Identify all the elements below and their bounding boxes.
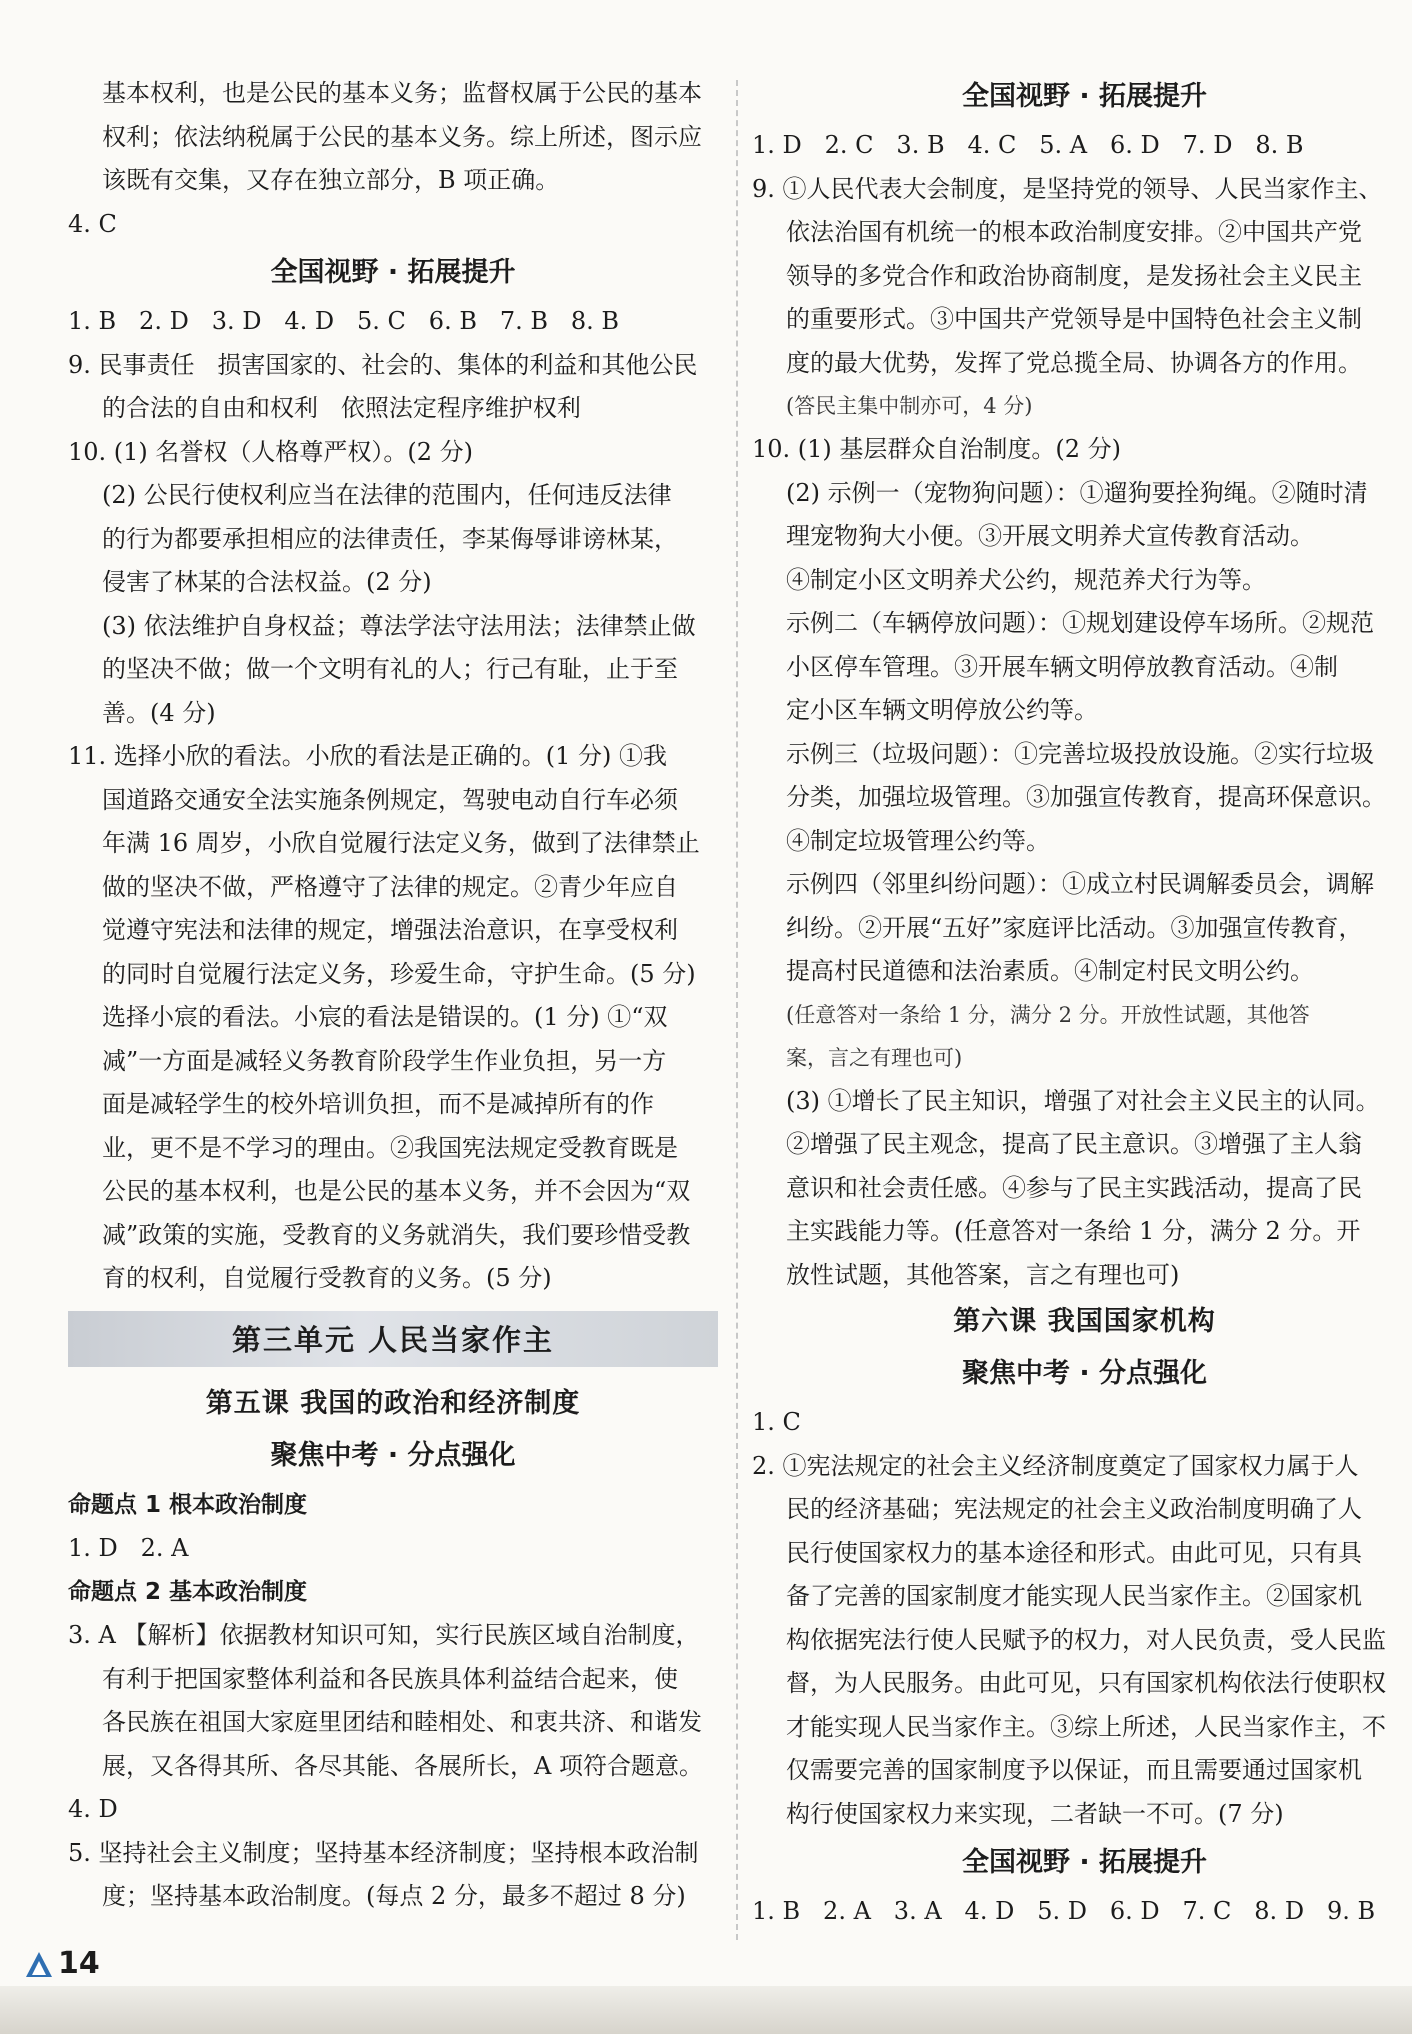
- question-line: 理宠物狗大小便。③开展文明养犬宣传教育活动。: [786, 522, 1314, 550]
- answer-line: 1. C: [752, 1408, 801, 1436]
- question-line: 9. ①人民代表大会制度，是坚持党的领导、人民当家作主、: [752, 174, 1383, 203]
- question-line: 选择小宸的看法。小宸的看法是错误的。(1 分) ①“双: [102, 1003, 668, 1031]
- question-line: 减”一方面是减轻义务教育阶段学生作业负担，另一方: [102, 1046, 667, 1075]
- question-line: 9. 民事责任 损害国家的、社会的、集体的利益和其他公民: [68, 350, 698, 379]
- unit-title: 第三单元 人民当家作主: [231, 1323, 555, 1357]
- question-line: 10. (1) 名誉权（人格尊严权）。(2 分): [68, 437, 474, 466]
- section-heading: 全国视野 · 拓展提升: [961, 1847, 1208, 1878]
- answer-row: 1. D 2. A: [68, 1533, 189, 1562]
- question-line: 提高村民道德和法治素质。④制定村民文明公约。: [786, 957, 1314, 985]
- question-line: 定小区车辆文明停放公约等。: [786, 696, 1098, 724]
- question-line: 度；坚持基本政治制度。(每点 2 分，最多不超过 8 分): [102, 1882, 686, 1910]
- question-line: 的行为都要承担相应的法律责任，李某侮辱诽谤林某，: [102, 524, 678, 553]
- lesson-title: 第五课 我国的政治和经济制度: [205, 1387, 581, 1419]
- column-divider: [736, 80, 738, 1940]
- question-line: 分类，加强垃圾管理。③加强宣传教育，提高环保意识。: [786, 783, 1386, 811]
- section-heading: 全国视野 · 拓展提升: [961, 81, 1208, 112]
- text-line: 权利；依法纳税属于公民的基本义务。综上所述，图示应: [102, 122, 702, 151]
- question-line: 示例三（垃圾问题）：①完善垃圾投放设施。②实行垃圾: [786, 739, 1374, 768]
- question-line: ④制定小区文明养犬公约，规范养犬行为等。: [786, 565, 1266, 594]
- text-line: 该既有交集，又存在独立部分，B 项正确。: [102, 166, 560, 194]
- page-footer: [0, 1946, 1412, 2034]
- question-line: 11. 选择小欣的看法。小欣的看法是正确的。(1 分) ①我: [68, 742, 668, 770]
- question-line: 3. A 【解析】依据教材知识可知，实行民族区域自治制度，: [68, 1621, 700, 1649]
- question-line: 各民族在祖国大家庭里团结和睦相处、和衷共济、和谐发: [102, 1708, 702, 1736]
- text-line: 基本权利，也是公民的基本义务；监督权属于公民的基本: [102, 79, 702, 107]
- score-note: (任意答对一条给 1 分，满分 2 分。开放性试题，其他答: [786, 1002, 1310, 1027]
- question-line: 领导的多党合作和政治协商制度，是发扬社会主义民主: [786, 261, 1362, 290]
- question-line: 公民的基本权利，也是公民的基本义务，并不会因为“双: [102, 1177, 691, 1205]
- question-line: 善。(4 分): [102, 698, 216, 727]
- question-line: 5. 坚持社会主义制度；坚持基本经济制度；坚持根本政治制: [68, 1838, 699, 1867]
- question-line: 减”政策的实施，受教育的义务就消失，我们要珍惜受教: [102, 1220, 691, 1249]
- question-line: 放性试题，其他答案，言之有理也可): [786, 1260, 1180, 1289]
- question-line: 业，更不是不学习的理由。②我国宪法规定受教育既是: [102, 1133, 678, 1162]
- bottom-stripe: [0, 1986, 1412, 2034]
- left-column: [68, 72, 718, 1919]
- answer-line: 4. C: [68, 209, 117, 238]
- question-line: 的重要形式。③中国共产党领导是中国特色社会主义制: [786, 305, 1362, 333]
- question-line: 主实践能力等。(任意答对一条给 1 分，满分 2 分。开: [786, 1217, 1361, 1245]
- section-heading: 聚焦中考 · 分点强化: [961, 1358, 1208, 1389]
- question-line: 做的坚决不做，严格遵守了法律的规定。②青少年应自: [102, 872, 678, 901]
- question-line: 年满 16 周岁，小欣自觉履行法定义务，做到了法律禁止: [102, 829, 700, 857]
- right-column: [752, 72, 1412, 1934]
- question-line: 依法治国有机统一的根本政治制度安排。②中国共产党: [786, 218, 1362, 246]
- lesson-title: 第六课 我国国家机构: [953, 1306, 1216, 1337]
- question-line: (2) 公民行使权利应当在法律的范围内，任何违反法律: [102, 481, 672, 509]
- question-line: 育的权利，自觉履行受教育的义务。(5 分): [102, 1264, 552, 1292]
- question-line: (2) 示例一（宠物狗问题）：①遛狗要拴狗绳。②随时清: [786, 478, 1368, 507]
- unit-banner: [68, 1311, 718, 1367]
- question-line: 的同时自觉履行法定义务，珍爱生命，守护生命。(5 分): [102, 959, 696, 988]
- question-line: 才能实现人民当家作主。③综上所述，人民当家作主，不: [786, 1712, 1386, 1741]
- question-line: 督，为人民服务。由此可见，只有国家机构依法行使职权: [786, 1669, 1386, 1697]
- question-line: 构依据宪法行使人民赋予的权力，对人民负责，受人民监: [786, 1625, 1386, 1654]
- question-line: 纠纷。②开展“五好”家庭评比活动。③加强宣传教育，: [786, 913, 1363, 942]
- triangle-logo-icon: [24, 1950, 54, 1980]
- section-heading: 聚焦中考 · 分点强化: [270, 1439, 516, 1471]
- question-line: 2. ①宪法规定的社会主义经济制度奠定了国家权力属于人: [752, 1451, 1359, 1480]
- question-line: ④制定垃圾管理公约等。: [786, 826, 1050, 855]
- question-line: 仅需要完善的国家制度予以保证，而且需要通过国家机: [786, 1756, 1362, 1784]
- topic-point: 命题点 2 基本政治制度: [68, 1579, 308, 1605]
- topic-point: 命题点 1 根本政治制度: [68, 1491, 308, 1518]
- question-line: 示例四（邻里纠纷问题）：①成立村民调解委员会，调解: [786, 870, 1374, 898]
- question-line: 展，又各得其所、各尽其能、各展所长，A 项符合题意。: [102, 1751, 703, 1780]
- question-line: 意识和社会责任感。④参与了民主实践活动，提高了民: [786, 1173, 1362, 1202]
- score-note: 案，言之有理也可): [786, 1045, 963, 1070]
- question-line: 民的经济基础；宪法规定的社会主义政治制度明确了人: [786, 1495, 1362, 1523]
- question-line: 有利于把国家整体利益和各民族具体利益结合起来，使: [102, 1664, 678, 1693]
- question-line: (3) 依法维护自身权益；尊法学法守法用法；法律禁止做: [102, 611, 696, 640]
- answer-row: 1. B 2. D 3. D 4. D 5. C 6. B 7. B 8. B: [68, 307, 620, 335]
- answer-line: 4. D: [68, 1795, 118, 1823]
- score-note: (答民主集中制亦可，4 分): [786, 394, 1033, 418]
- question-line: 民行使国家权力的基本途径和形式。由此可见，只有具: [786, 1538, 1362, 1567]
- question-line: 备了完善的国家制度才能实现人民当家作主。②国家机: [786, 1582, 1362, 1610]
- section-heading: 全国视野 · 拓展提升: [270, 257, 516, 288]
- question-line: 10. (1) 基层群众自治制度。(2 分): [752, 435, 1122, 463]
- question-line: 的合法的自由和权利 依照法定程序维护权利: [102, 394, 581, 422]
- question-line: (3) ①增长了民主知识，增强了对社会主义民主的认同。: [786, 1086, 1380, 1115]
- question-line: 示例二（车辆停放问题）：①规划建设停车场所。②规范: [786, 609, 1374, 637]
- question-line: 面是减轻学生的校外培训负担，而不是减掉所有的作: [102, 1090, 654, 1118]
- question-line: 度的最大优势，发挥了党总揽全局、协调各方的作用。: [786, 348, 1362, 377]
- question-line: ②增强了民主观念，提高了民主意识。③增强了主人翁: [786, 1130, 1362, 1158]
- page-number: 14: [58, 1946, 100, 1981]
- question-line: 侵害了林某的合法权益。(2 分): [102, 568, 432, 596]
- question-line: 构行使国家权力来实现，二者缺一不可。(7 分): [786, 1799, 1284, 1828]
- question-line: 觉遵守宪法和法律的规定，增强法治意识，在享受权利: [102, 916, 678, 944]
- answer-row: 1. B 2. A 3. A 4. D 5. D 6. D 7. C 8. D 9. B: [752, 1897, 1376, 1925]
- question-line: 的坚决不做；做一个文明有礼的人；行己有耻，止于至: [102, 655, 678, 683]
- question-line: 小区停车管理。③开展车辆文明停放教育活动。④制: [786, 652, 1338, 681]
- question-line: 国道路交通安全法实施条例规定，驾驶电动自行车必须: [102, 785, 678, 814]
- answer-row: 1. D 2. C 3. B 4. C 5. A 6. D 7. D 8. B: [752, 131, 1304, 159]
